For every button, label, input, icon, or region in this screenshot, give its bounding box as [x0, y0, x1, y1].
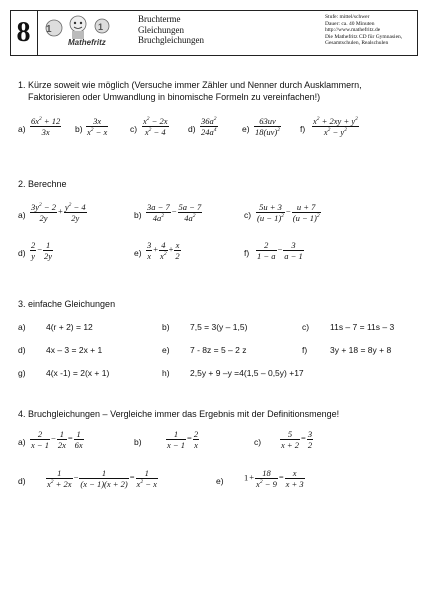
exercise-2b: $\frac{3a - 7}{4a^2}$ − $\frac{5a - 7}{4a^2}$	[147, 202, 202, 223]
topics-list	[138, 14, 204, 46]
exercise-2e: $\frac{3}{x}$ + $\frac{4}{x^2}$ + $\frac{x}{2}$	[147, 240, 180, 261]
exercise-1c: $\frac{x^2 - 2x}{x^2 - 4}$	[143, 116, 168, 137]
label-4c: c)	[254, 437, 262, 447]
equation-3f: 3y + 18 = 8y + 8	[330, 345, 392, 355]
label-3g: g)	[18, 368, 26, 378]
label-1c: c)	[130, 124, 138, 134]
exercise-2f: $\frac{2}{1 - a}$ − $\frac{3}{a - 1}$	[257, 240, 303, 261]
exercise-1b: $\frac{3x}{x^2 - x}$	[87, 116, 108, 137]
section-3-title: 3. einfache Gleichungen	[18, 299, 116, 309]
label-1b: b)	[75, 124, 83, 134]
meta-line: Gesamtschulen, Realschulen	[325, 40, 389, 46]
topic-item: Gleichungen	[138, 24, 184, 35]
exercise-1a: $\frac{6x^2 + 12}{3x}$	[31, 116, 61, 137]
label-3c: c)	[302, 322, 310, 332]
label-3h: h)	[162, 368, 170, 378]
meta-line: Dauer: ca. 40 Minuten	[325, 20, 375, 27]
exercise-1f: $\frac{x^2 + 2xy + y^2}{x^2 - y^2}$	[313, 116, 358, 137]
label-2f: f)	[244, 248, 250, 258]
topic-item: Bruchterme	[138, 14, 181, 24]
section-1-title-cont: Faktorisieren oder Umwandlung in binomische Formeln zu vereinfachen!)	[28, 92, 321, 102]
label-2d: d)	[18, 248, 26, 258]
label-2b: b)	[134, 210, 142, 220]
equation-3d: 4x – 3 = 2x + 1	[46, 345, 103, 355]
label-4d: d)	[18, 476, 26, 486]
worksheet-number: 8	[10, 10, 38, 56]
label-4e: e)	[216, 476, 224, 486]
meta-info	[325, 14, 402, 47]
label-1e: e)	[242, 124, 250, 134]
svg-text:1: 1	[98, 22, 104, 32]
section-1-title: 1. Kürze soweit wie möglich (Versuche immer Zähler und Nenner durch Ausklammern,	[18, 80, 362, 90]
exercise-1e: $\frac{63uv}{18(uv)^2}$	[255, 116, 280, 137]
exercise-2c: $\frac{5u + 3}{(u - 1)^2}$ − $\frac{u + 7}{(u - 1)^2}$	[257, 202, 320, 223]
exercise-4e: 1+ $\frac{18}{x^2 - 9}$ = $\frac{x}{x + 3}$	[244, 468, 304, 489]
equation-3a: 4(r + 2) = 12	[46, 322, 93, 332]
label-4a: a)	[18, 437, 26, 447]
exercise-4b: $\frac{1}{x - 1}$ = $\frac{2}{x}$	[167, 429, 199, 450]
label-1f: f)	[300, 124, 306, 134]
label-3d: d)	[18, 345, 26, 355]
exercise-2a: $\frac{3y^2 - 2}{2y}$ + $\frac{y^2 - 4}{2y}$	[31, 202, 86, 223]
exercise-2d: $\frac{2}{y}$ − $\frac{1}{2y}$	[31, 240, 53, 261]
topic-item: Bruchgleichungen	[138, 35, 204, 45]
label-3a: a)	[18, 322, 26, 332]
exercise-4c: $\frac{5}{x + 2}$ = $\frac{3}{2}$	[281, 429, 313, 450]
logo-text: Mathefritz	[68, 38, 106, 47]
label-1d: d)	[188, 124, 196, 134]
label-2e: e)	[134, 248, 142, 258]
label-1a: a)	[18, 124, 26, 134]
exercise-1d: $\frac{36a^2}{24a^4}$	[201, 116, 217, 137]
exercise-4d: $\frac{1}{x^2 + 2x}$ − $\frac{1}{(x - 1)(x + 2)}$ = $\frac{1}{x^2 - x}$	[47, 468, 157, 489]
meta-line: Die Mathefritz CD für Gymnasien,	[325, 33, 403, 40]
label-3f: f)	[302, 345, 308, 355]
equation-3h: 2,5y + 9 –y =4(1,5 – 0,5y) +17	[190, 368, 304, 378]
label-3e: e)	[162, 345, 170, 355]
exercise-4a: $\frac{2}{x - 1}$ − $\frac{1}{2x}$ = $\frac{1}{6x}$	[31, 429, 83, 450]
section-2-title: 2. Berechne	[18, 179, 67, 189]
section-4-title: 4. Bruchgleichungen – Vergleiche immer das Ergebnis mit der Definitionsmenge!	[18, 409, 340, 419]
equation-3g: 4(x -1) = 2(x + 1)	[46, 368, 110, 378]
svg-text:1: 1	[46, 24, 52, 35]
equation-3b: 7,5 = 3(y – 1,5)	[190, 322, 248, 332]
label-3b: b)	[162, 322, 170, 332]
meta-line: Stufe: mittel/schwer	[325, 14, 370, 20]
equation-3c: 11s – 7 = 11s – 3	[330, 322, 395, 332]
label-2a: a)	[18, 210, 26, 220]
label-4b: b)	[134, 437, 142, 447]
equation-3e: 7 - 8z = 5 – 2 z	[190, 345, 247, 355]
meta-line: http://www.mathefritz.de	[325, 27, 381, 33]
label-2c: c)	[244, 210, 252, 220]
